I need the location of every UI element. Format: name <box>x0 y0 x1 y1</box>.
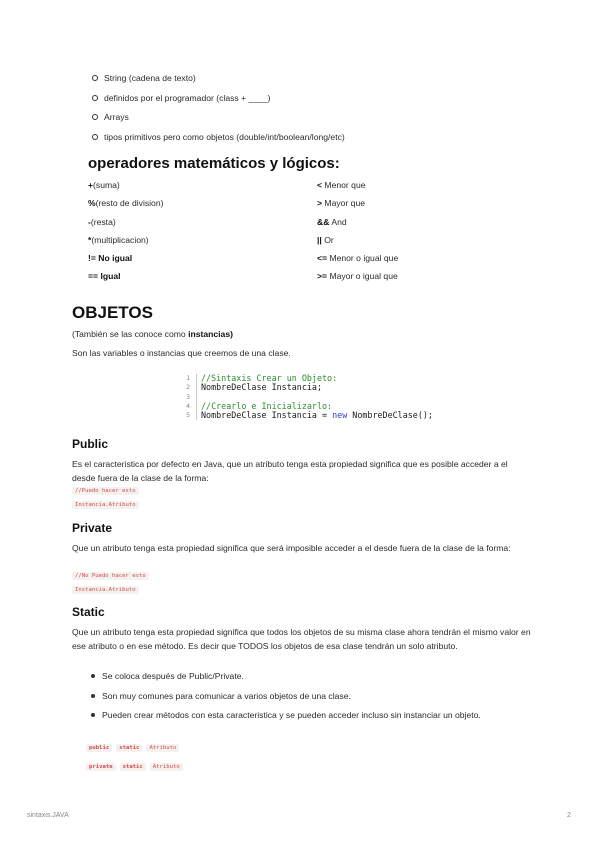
objetos-desc: Son las variables o instancias que creemos de una clase. <box>72 348 291 358</box>
page-number: 2 <box>567 812 571 819</box>
objetos-note: (También se las conoce como instancias) <box>72 329 233 339</box>
operators-table: +(suma) < Menor que %(resto de division) > Mayor que -(resta) && And *(multiplicacion) || Or != No igual <= Menor o igual que == Igual >= Mayor o igual que <box>88 180 399 282</box>
public-title: Public <box>72 437 109 451</box>
list-item: Se coloca después de Public/Private. <box>72 669 512 683</box>
private-code-comment: //No Puedo hacer esto <box>72 572 149 580</box>
footer-filename: sintaxis.JAVA <box>27 812 69 819</box>
static-desc: Que un atributo tenga esta propiedad significa que todos los objetos de su misma clase ahora tendrán el mismo valor en ese atributo o en ese método. Es decir que TODOS los objetos de esa clase tendrán un solo atributo. <box>72 627 531 651</box>
code-block: 1 //Sintaxis Crear un Objeto: 2 NombreDeClase Instancia; 3 4 //Crearlo e Inicializarlo: 5 NombreDeClase Instancia = new NombreDeClase(); <box>180 374 433 420</box>
list-item: Arrays <box>72 109 345 129</box>
static-code-private: private static Atributo <box>86 763 183 771</box>
static-title: Static <box>72 605 105 619</box>
static-bullets <box>72 669 512 728</box>
list-item: tipos primitivos pero como objetos (double/int/boolean/long/etc) <box>72 129 345 149</box>
list-item: Pueden crear métodos con esta caracteristica y se pueden acceder incluso sin instanciar un objeto. <box>72 708 512 722</box>
operators-heading: operadores matemáticos y lógicos: <box>88 155 340 172</box>
public-code-comment: //Puedo hacer esto <box>72 487 139 495</box>
private-title: Private <box>72 521 113 535</box>
objetos-title: OBJETOS <box>72 303 153 322</box>
public-code-access: Instancia.Atributo <box>72 501 139 509</box>
types-list <box>72 70 345 148</box>
list-item: Son muy comunes para comunicar a varios objetos de una clase. <box>72 689 512 703</box>
private-code-access: Instancia.Atributo <box>72 586 139 594</box>
list-item: definidos por el programador (class + ____) <box>72 90 345 110</box>
list-item: String (cadena de texto) <box>72 70 345 90</box>
public-desc: Es el caracteristica por defecto en Java, que un atributo tenga esta propiedad significa que es posible acceder a el desde fuera de la clase de la forma: <box>72 459 508 483</box>
static-code-public: public static Atributo <box>86 744 179 752</box>
private-desc: Que un atributo tenga esta propiedad significa que será imposible acceder a el desde fuera de la clase de la forma: <box>72 543 511 553</box>
